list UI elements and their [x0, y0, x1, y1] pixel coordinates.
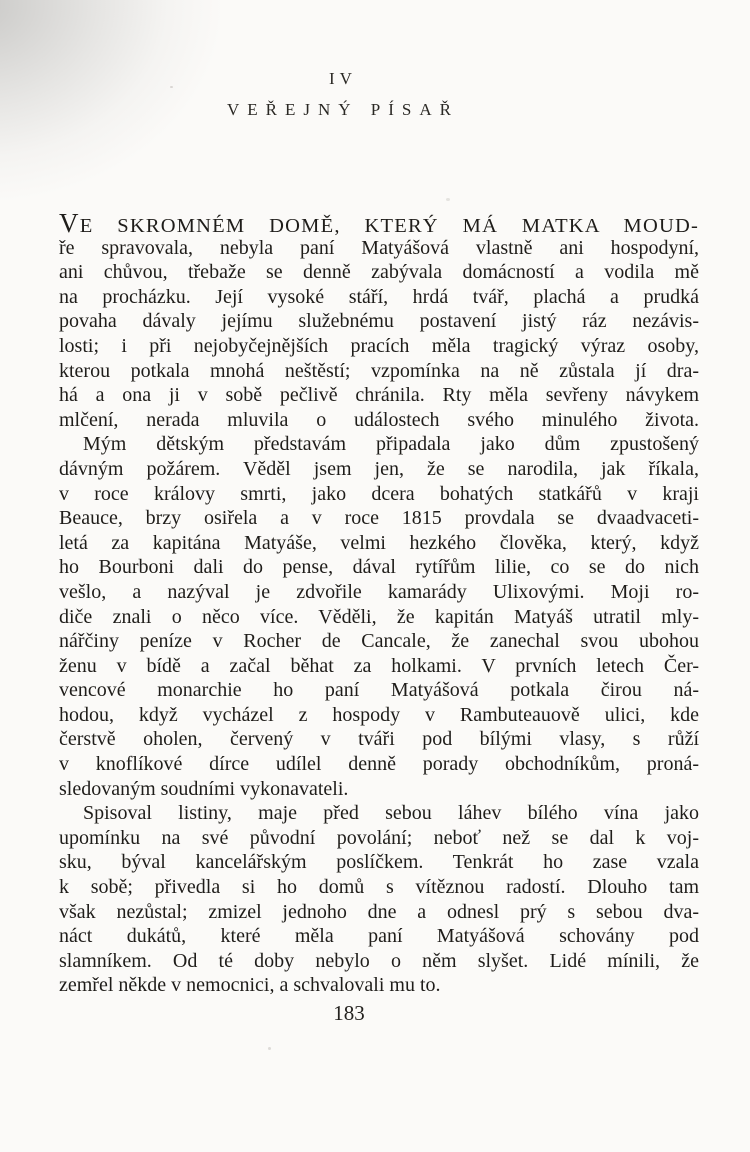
- text-line: sledovaným soudními vykonavateli.: [59, 777, 349, 800]
- paragraph: [59, 432, 699, 801]
- text-line: upomínku na své původní povolání; neboť než se dal k voj-: [59, 826, 699, 849]
- scan-speck: [268, 1047, 271, 1050]
- text-line: kterou potkala mnohá neštěstí; vzpomínka na ně zůstala jí dra-: [59, 359, 699, 382]
- paragraph: [59, 801, 699, 998]
- text-line: letá za kapitána Matyáše, velmi hezkého člověka, který, když: [59, 531, 699, 554]
- text-line: hodou, když vycházel z hospody v Rambuteauově ulici, kde: [59, 703, 699, 726]
- text-line: na procházku. Její vysoké stáří, hrdá tvář, plachá a prudká: [59, 285, 699, 308]
- text-line: losti; i při nejobyčejnějších pracích měla tragický výraz osoby,: [59, 334, 699, 357]
- chapter-title: VEŘEJNÝ PÍSAŘ: [227, 100, 459, 119]
- text-line: k sobě; přivedla si ho domů s vítěznou radostí. Dlouho tam: [59, 876, 699, 899]
- text-line: diče znali o něco více. Věděli, že kapitán Matyáš utratil mly-: [59, 605, 699, 628]
- chapter-heading: [0, 69, 718, 120]
- text-line: v knoflíkové dírce udílel denně porady obchodníkům, proná-: [59, 753, 699, 776]
- text-line: vencové monarchie ho paní Matyášová potkala čirou ná-: [59, 679, 699, 702]
- text-line: ře spravovala, nebyla paní Matyášová vlastně ani hospodyní,: [59, 236, 699, 259]
- text-line: sku, býval kancelářským poslíčkem. Tenkrát ho zase vzala: [59, 851, 699, 874]
- text-line: v roce královy smrti, jako dcera bohatých statkářů v kraji: [59, 482, 699, 505]
- text-line: slamníkem. Od té doby nebylo o něm slyšet. Lidé mínili, že: [59, 949, 699, 972]
- text-line: povaha dávaly jejímu služebnému postavení jistý ráz nezávis-: [59, 310, 699, 333]
- text-line: há a ona ji v sobě pečlivě chránila. Rty měla sevřeny návykem: [59, 384, 699, 407]
- text-line: nářčiny peníze v Rocher de Cancale, že zanechal svou ubohou: [59, 630, 699, 653]
- text-line: Mým dětským představám připadala jako dům zpustošený: [83, 433, 699, 456]
- lead-initial: V: [59, 208, 80, 238]
- text-line: ho Bourboni dali do pense, dával rytířům lilie, co se do nich: [59, 556, 699, 579]
- chapter-number: IV: [329, 69, 357, 88]
- opening-caps-line: [59, 208, 699, 238]
- text-line: ženu v bídě a začal běhat za holkami. V prvních letech Čer-: [59, 654, 699, 677]
- text-line: mlčení, nerada mluvila o událostech svého minulého života.: [59, 408, 699, 431]
- text-line: dávným požárem. Věděl jsem jen, že se narodila, jak říkala,: [59, 457, 699, 480]
- text-line: však nezůstal; zmizel jednoho dne a odnesl prý s sebou dva-: [59, 900, 699, 923]
- text-line: zemřel někde v nemocnici, a schvalovali mu to.: [59, 974, 441, 997]
- scan-speck: [446, 198, 450, 201]
- text-line: čerstvě oholen, červený v tváři pod bílými vlasy, s růží: [59, 728, 699, 751]
- text-line: Spisoval listiny, maje před sebou láhev bílého vína jako: [83, 802, 699, 825]
- lead-rest: E SKROMNÉM DOMĚ, KTERÝ MÁ MATKA MOUD-: [79, 215, 699, 237]
- body-text: [59, 208, 699, 998]
- text-line: ani chůvou, třebaže se denně zabývala domácností a vodila mě: [59, 261, 699, 284]
- paragraph-opening: [59, 208, 699, 432]
- text-line: náct dukátů, které měla paní Matyášová schovány pod: [59, 925, 699, 948]
- text-line: Beauce, brzy osiřela a v roce 1815 provdala se dvaadvaceti-: [59, 507, 699, 530]
- page-number: 183: [333, 1001, 365, 1025]
- text-line: vešlo, a nazýval je zdvořile kamarády Ulixovými. Moji ro-: [59, 580, 699, 603]
